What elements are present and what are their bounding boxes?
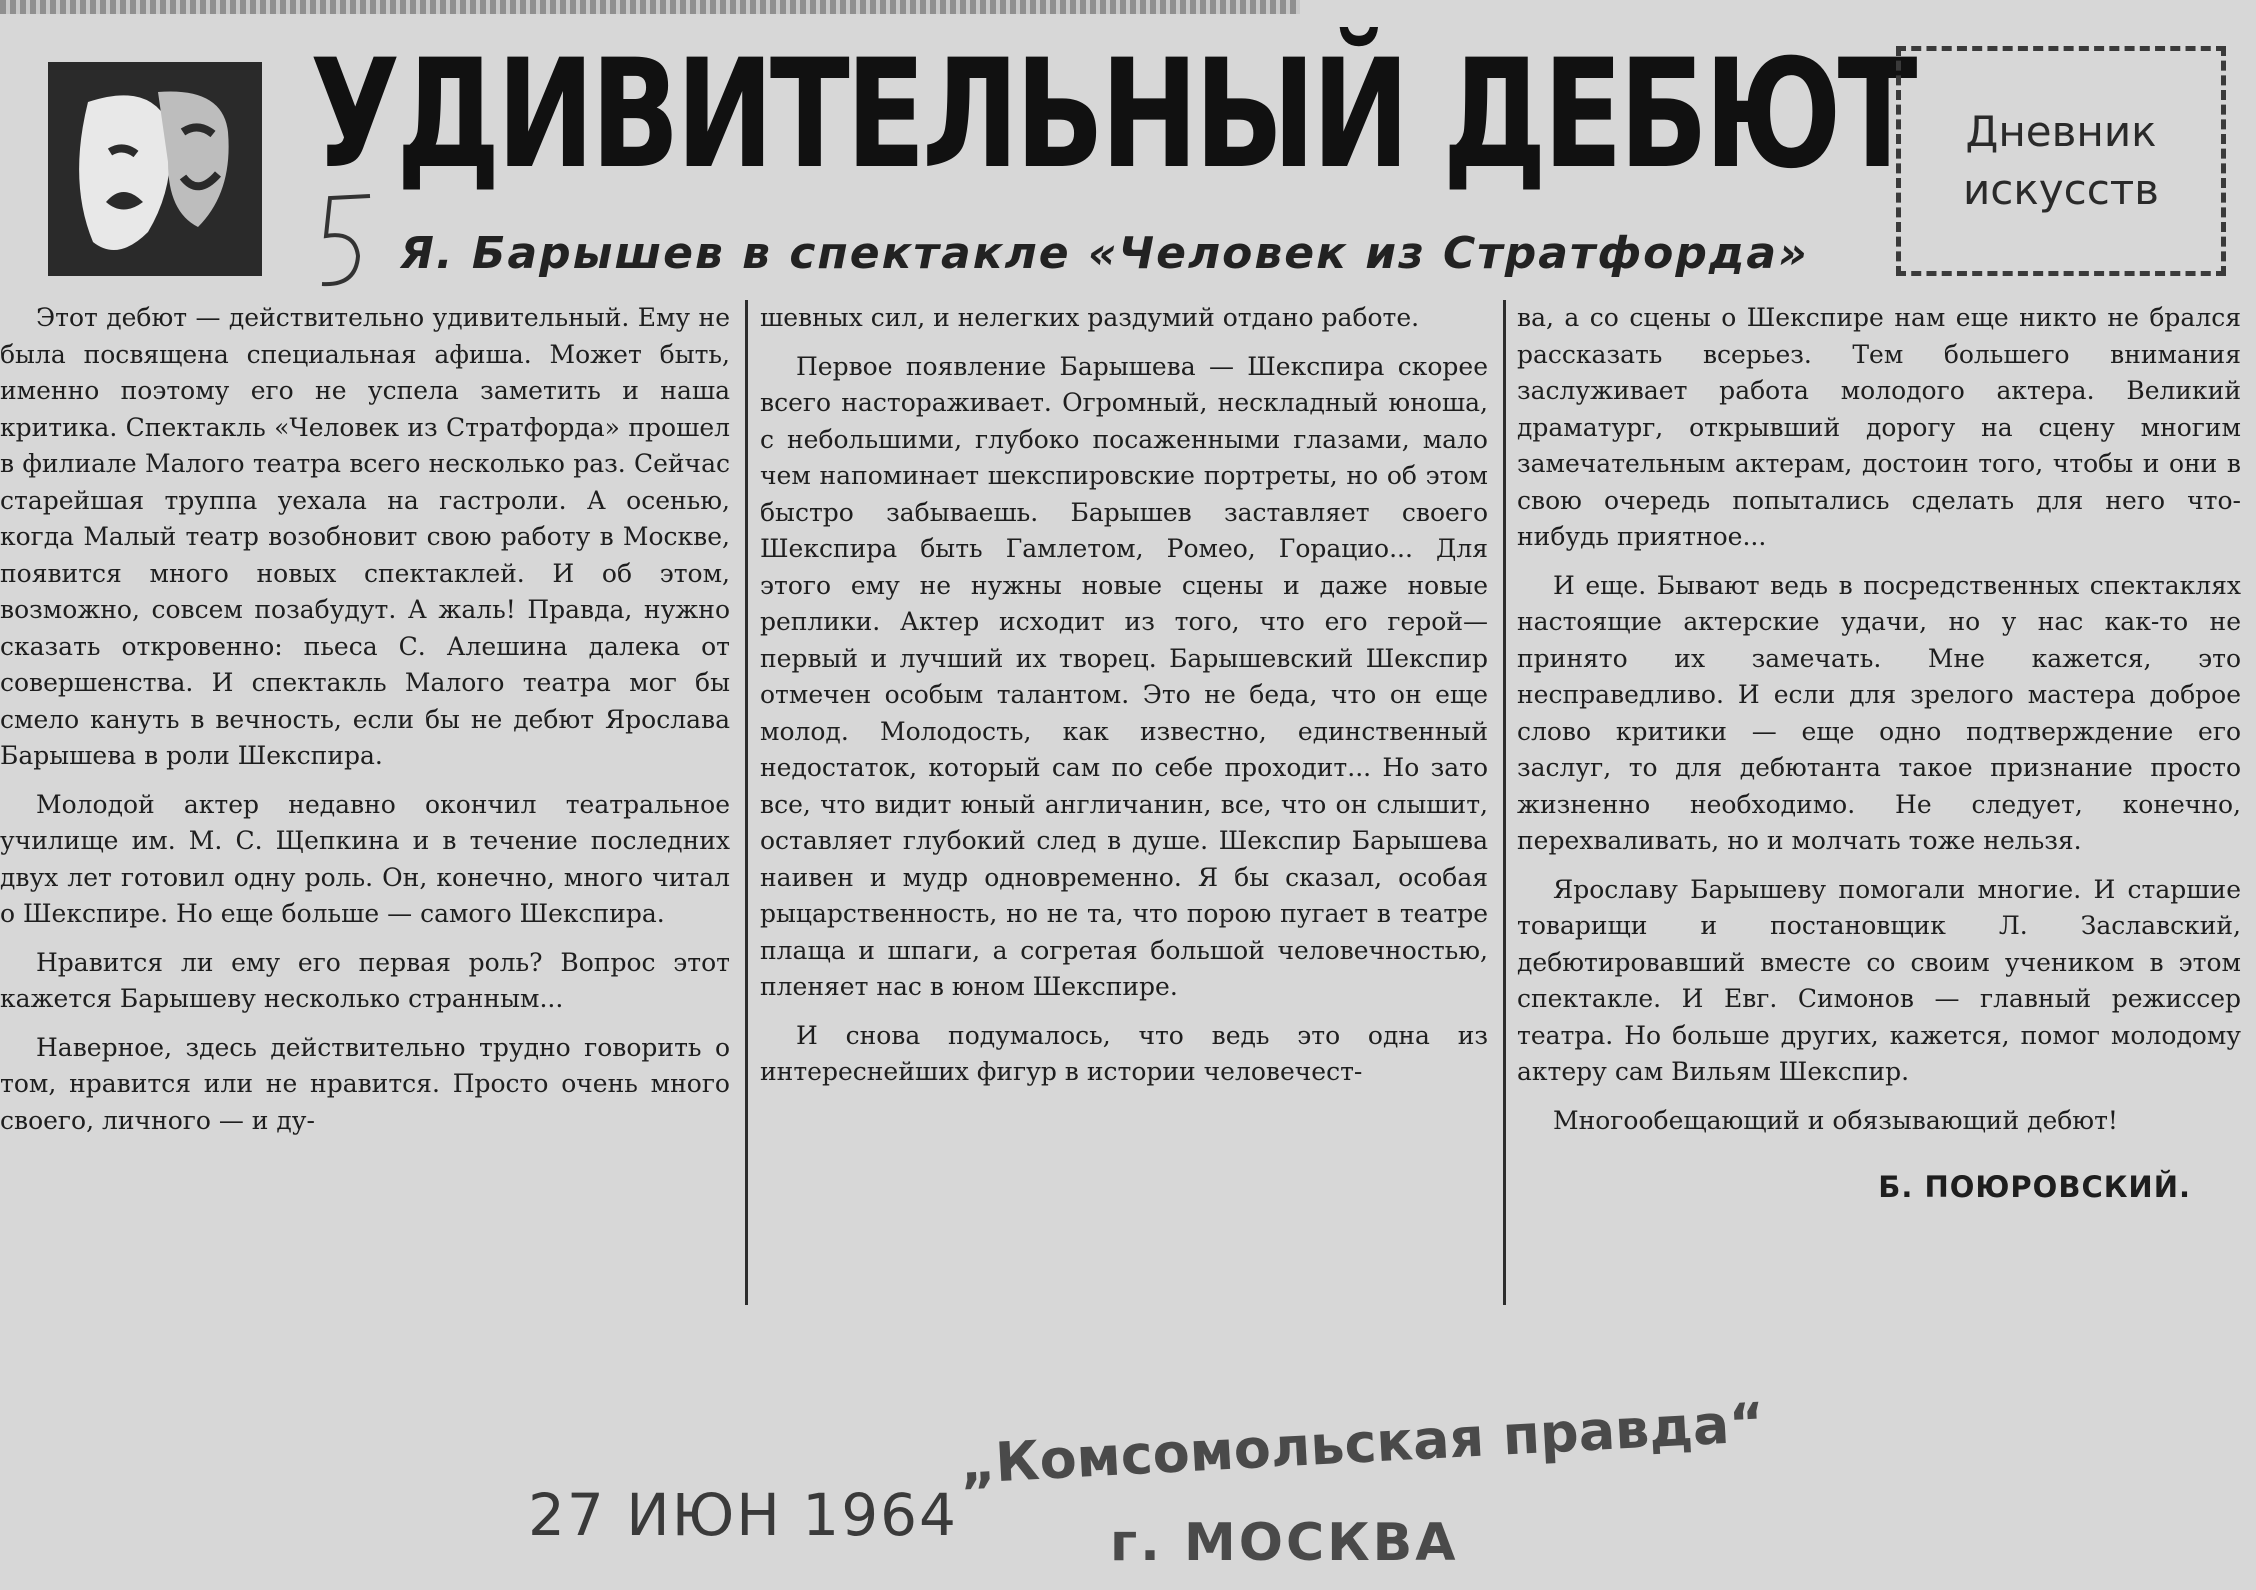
paragraph: ва, а со сцены о Шекспире нам еще никто не брался рассказать всерьез. Тем большего внимания заслуживает работа молодого актера. Великий драматург, открывший дорогу на сцену многим замечательным актерам, достоин того, чтобы и они в свою очередь попытались сделать для него что-нибудь приятное... <box>1517 303 2241 551</box>
article-column-1 <box>0 300 730 1320</box>
paragraph: Ярославу Барышеву помогали многие. И старшие товарищи и постановщик Л. Заславский, дебютировавший вместе со своим учеником в этом спектакле. И Евг. Симонов — главный режиссер театра. Но больше других, кажется, помог молодому актеру сам Вильям Шекспир. <box>1517 874 2241 1086</box>
rubric-line-2: искусств <box>1962 165 2159 214</box>
handwritten-mark-icon <box>300 176 390 296</box>
paragraph: И еще. Бывают ведь в посредственных спектаклях настоящие актерские удачи, но у нас как-то не принято их замечать. Мне кажется, это несправедливо. И если для зрелого мастера доброе слово критики — еще одно подтверждение его заслуг, то для дебютанта такое признание просто жизненно необходимо. Не следует, конечно, перехваливать, но и молчать тоже нельзя. <box>1517 570 2241 855</box>
headline: УДИВИТЕЛЬНЫЙ ДЕБЮТ <box>310 28 1914 202</box>
paragraph: шевных сил, и нелегких раздумий отдано работе. <box>760 303 1420 332</box>
column-divider <box>1503 300 1506 1305</box>
date-stamp: 27 ИЮН 1964 <box>528 1481 958 1549</box>
subheadline: Я. Барышев в спектакле «Человек из Стратфорда» <box>400 228 1809 279</box>
article-column-2 <box>760 300 1488 1320</box>
paragraph: Этот дебют — действительно удивительный. Ему не была посвящена специальная афиша. Может быть, именно поэтому его не успела заметить и наша критика. Спектакль «Человек из Стратфорда» прошел в филиале Малого театра всего несколько раз. Сейчас старейшая труппа уехала на гастроли. А осенью, когда Малый театр возобновит свою работу в Москве, появится много новых спектаклей. И об этом, возможно, совсем позабудут. А жаль! Правда, нужно сказать откровенно: пьеса С. Алешина далека от совершенства. И спектакль Малого театра мог бы смело кануть в вечность, если бы не дебют Ярослава Барышева в роли Шекспира. <box>0 303 730 770</box>
theatre-masks-emblem-icon <box>48 62 262 276</box>
city-stamp: г. МОСКВА <box>1110 1513 1459 1573</box>
paragraph: Молодой актер недавно окончил театральное училище им. М. С. Щепкина и в течение последних двух лет готовил одну роль. Он, конечно, много читал о Шекспире. Но еще больше — самого Шекспира. <box>0 789 730 928</box>
torn-top-edge <box>0 0 1300 14</box>
paragraph: Нравится ли ему его первая роль? Вопрос этот кажется Барышеву несколько странным... <box>0 947 730 1013</box>
article-column-3 <box>1517 300 2241 1320</box>
paragraph: И снова подумалось, что ведь это одна из интереснейших фигур в истории человечест- <box>760 1020 1488 1086</box>
rubric-line-1: Дневник <box>1965 107 2157 156</box>
rubric-box <box>1896 46 2226 276</box>
paragraph: Многообещающий и обязывающий дебют! <box>1553 1105 2118 1135</box>
paragraph: Наверное, здесь действительно трудно говорить о том, нравится или не нравится. Просто очень много своего, личного — и ду- <box>0 1032 730 1135</box>
author-signature: Б. ПОЮРОВСКИЙ. <box>1878 1170 2191 1204</box>
column-divider <box>745 300 748 1305</box>
paragraph: Первое появление Барышева — Шекспира скорее всего настораживает. Огромный, нескладный юноша, с небольшими, глубоко посаженными глазами, мало чем напоминает шекспировские портреты, но об этом быстро забываешь. Барышев заставляет своего Шекспира быть Гамлетом, Ромео, Горацио... Для этого ему не нужны новые сцены и даже новые реплики. Актер исходит из того, что его герой—первый и лучший их творец. Барышевский Шекспир отмечен особым талантом. Это не беда, что он еще молод. Молодость, как известно, единственный недостаток, который сам по себе проходит... Но зато все, что видит юный англичанин, все, что он слышит, оставляет глубокий след в душе. Шекспир Барышева наивен и мудр одновременно. Я бы сказал, особая рыцарственность, но не та, что порою пугает в театре плаща и шпаги, а согретая большой человечностью, пленяет нас в юном Шекспире. <box>760 351 1488 1001</box>
newspaper-stamp: „Комсомольская правда“ <box>958 1390 1767 1496</box>
